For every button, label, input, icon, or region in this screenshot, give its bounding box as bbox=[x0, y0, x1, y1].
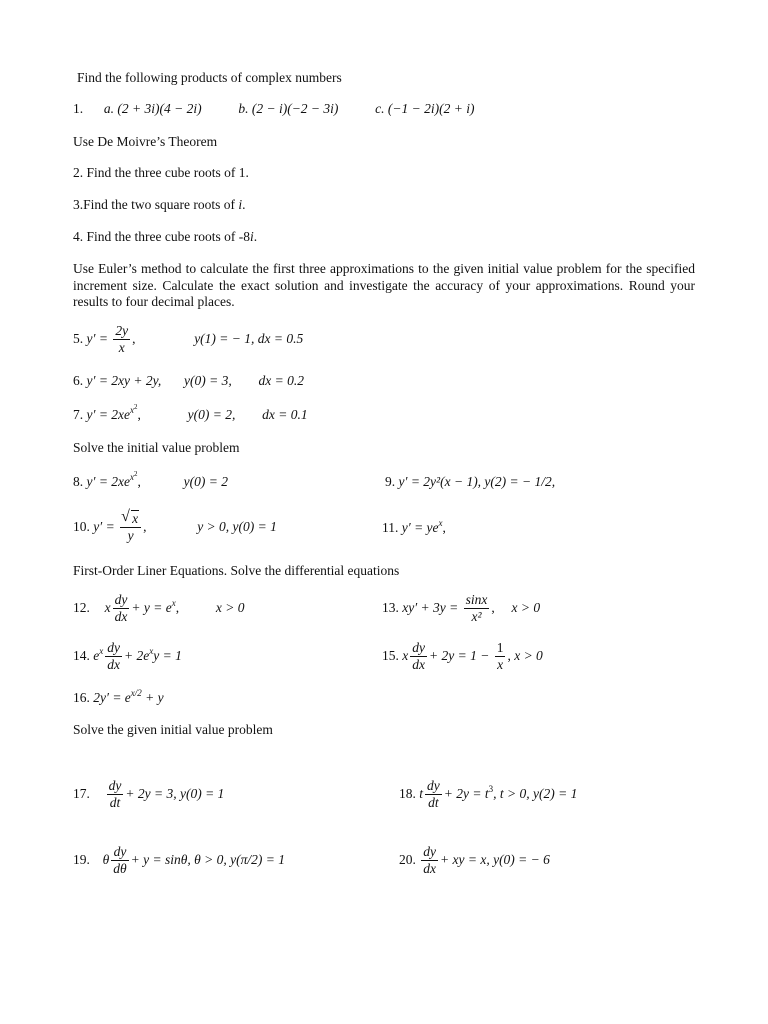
problem-8-condition: y(0) = 2 bbox=[183, 474, 229, 489]
problem-4-end: . bbox=[253, 229, 258, 244]
problem-18-numerator: dy bbox=[425, 779, 442, 795]
problem-13-number: 13. bbox=[382, 599, 399, 615]
problem-12-x: x bbox=[104, 599, 111, 615]
problem-18-rest: + 2y = t bbox=[443, 785, 489, 801]
problem-19-number: 19. bbox=[73, 851, 90, 867]
problem-1c: c. (−1 − 2i)(2 + i) bbox=[375, 101, 475, 116]
problem-13-numerator: sinx bbox=[464, 593, 490, 609]
sqrt-symbol bbox=[122, 512, 139, 526]
problem-6 bbox=[73, 373, 304, 389]
problem-18-exponent: 3 bbox=[488, 783, 494, 794]
problem-6-condition: y(0) = 3, bbox=[184, 373, 232, 388]
problem-15-numerator: dy bbox=[410, 641, 427, 657]
problem-14-rest: + 2e bbox=[124, 647, 150, 663]
problem-1 bbox=[73, 101, 474, 117]
problem-10-number: 10. bbox=[73, 518, 90, 534]
problem-17-denominator: dt bbox=[109, 795, 121, 811]
problem-3-text: 3.Find the two square roots of bbox=[73, 197, 239, 212]
problem-8 bbox=[73, 470, 229, 490]
problem-12 bbox=[73, 593, 244, 624]
problem-7-dx: dx = 0.1 bbox=[262, 407, 308, 422]
problem-20-number: 20. bbox=[399, 851, 416, 867]
problem-20-rest: + xy = x, y(0) = − 6 bbox=[440, 851, 550, 867]
heading-linear-equations: First-Order Liner Equations. Solve the differential equations bbox=[73, 563, 400, 578]
problem-14-tail: y = 1 bbox=[153, 647, 182, 663]
problem-5-lhs: y′ = bbox=[86, 330, 108, 346]
problem-15-fraction-2 bbox=[495, 641, 506, 672]
problem-5 bbox=[73, 324, 303, 355]
problem-16-exponent: x/2 bbox=[130, 688, 142, 698]
problem-11-equation: y′ = ye bbox=[401, 520, 439, 535]
problem-12-rest: + y = e bbox=[131, 599, 172, 615]
problem-18-fraction bbox=[425, 779, 442, 810]
problem-5-condition: y(1) = − 1, dx = 0.5 bbox=[194, 330, 304, 346]
problem-14 bbox=[73, 641, 182, 672]
problem-10-comma: , bbox=[143, 518, 147, 534]
exponent-power: 2 bbox=[134, 470, 138, 478]
problem-8-exponent: x2 bbox=[130, 470, 138, 482]
problem-6-equation: y′ = 2xy + 2y, bbox=[86, 373, 162, 388]
problem-15-comma: , bbox=[507, 647, 511, 663]
problem-16-equation: 2y′ = e bbox=[93, 690, 131, 705]
problem-15-numerator-2: 1 bbox=[495, 641, 506, 657]
problem-14-prefix-exponent: x bbox=[99, 645, 104, 656]
problem-8-equation: y′ = 2xe bbox=[86, 474, 131, 489]
problem-14-numerator: dy bbox=[105, 641, 122, 657]
problem-7-equation: y′ = 2xe bbox=[86, 407, 131, 422]
problem-18-number: 18. bbox=[399, 785, 416, 801]
problem-12-denominator: dx bbox=[114, 609, 128, 625]
problem-12-condition: x > 0 bbox=[215, 599, 245, 615]
problem-13-comma: , bbox=[491, 599, 495, 615]
problem-15-x: x bbox=[402, 647, 409, 663]
problem-16-tail: + y bbox=[145, 690, 164, 705]
problem-15-fraction bbox=[410, 641, 427, 672]
problem-14-rest-exponent: x bbox=[149, 645, 154, 656]
problem-5-fraction bbox=[113, 324, 130, 355]
problem-4-var: i bbox=[249, 229, 254, 244]
problem-19-rest: + y = sinθ, θ > 0, y(π/2) = 1 bbox=[130, 851, 285, 867]
problem-11-comma: , bbox=[442, 520, 446, 535]
problem-17-fraction bbox=[107, 779, 124, 810]
problem-5-denominator: x bbox=[118, 340, 125, 356]
problem-18-tail: , t > 0, y(2) = 1 bbox=[493, 785, 578, 801]
problem-4-text: 4. Find the three cube roots of -8 bbox=[73, 229, 250, 244]
problem-7-condition: y(0) = 2, bbox=[187, 407, 236, 422]
problem-17-numerator: dy bbox=[107, 779, 124, 795]
problem-18-t: t bbox=[419, 785, 424, 801]
problem-19-fraction bbox=[111, 845, 128, 876]
problem-15 bbox=[382, 641, 543, 672]
problem-15-denominator: dx bbox=[412, 657, 425, 673]
problem-16 bbox=[73, 690, 164, 706]
problem-10-fraction bbox=[120, 512, 141, 543]
problem-12-numerator: dy bbox=[113, 593, 130, 609]
heading-initial-value: Solve the initial value problem bbox=[73, 440, 240, 455]
problem-3-var: i bbox=[238, 197, 243, 212]
problem-10-numerator bbox=[120, 512, 141, 528]
problem-17-rest: + 2y = 3, y(0) = 1 bbox=[125, 785, 225, 801]
problem-17-number: 17. bbox=[73, 785, 90, 801]
problem-5-numerator: 2y bbox=[113, 324, 130, 340]
problem-6-number: 6. bbox=[73, 373, 84, 388]
heading-given-initial-value: Solve the given initial value problem bbox=[73, 722, 273, 737]
problem-10-radicand: x bbox=[132, 511, 139, 526]
problem-3-end: . bbox=[242, 197, 246, 212]
problem-5-number: 5. bbox=[73, 330, 84, 346]
problem-7-number: 7. bbox=[73, 407, 84, 422]
problem-12-number: 12. bbox=[73, 599, 90, 615]
problem-11 bbox=[382, 520, 446, 536]
problem-1b: b. (2 − i)(−2 − 3i) bbox=[238, 101, 339, 116]
problem-1-number: 1. bbox=[73, 101, 84, 116]
problem-19-denominator: dθ bbox=[113, 861, 127, 877]
problem-9-number: 9. bbox=[385, 474, 396, 489]
problem-14-denominator: dx bbox=[107, 657, 120, 673]
heading-demoivre: Use De Moivre’s Theorem bbox=[73, 134, 218, 149]
problem-10-lhs: y′ = bbox=[93, 518, 115, 534]
problem-10-condition: y > 0, y(0) = 1 bbox=[197, 518, 277, 534]
problem-14-fraction bbox=[105, 641, 122, 672]
problem-13 bbox=[382, 593, 540, 624]
problem-20 bbox=[399, 845, 550, 876]
problem-14-number: 14. bbox=[73, 647, 90, 663]
problem-10-denominator: y bbox=[127, 528, 134, 544]
problem-13-fraction bbox=[464, 593, 490, 624]
problem-20-numerator: dy bbox=[421, 845, 438, 861]
problem-8-comma: , bbox=[137, 474, 141, 489]
euler-instructions: Use Euler’s method to calculate the first three approximations to the given initial value problem for the specified increment size. Calculate the exact solution and investigate the accuracy of your approximations. Round your results to four decimal places. bbox=[73, 261, 695, 309]
problem-11-exponent: x bbox=[438, 518, 443, 528]
problem-12-exponent: x bbox=[171, 597, 176, 608]
problem-13-denominator: x² bbox=[471, 609, 482, 625]
problem-18-denominator: dt bbox=[428, 795, 439, 811]
problem-15-denominator-2: x bbox=[497, 657, 504, 673]
problem-19-numerator: dy bbox=[111, 845, 128, 861]
problem-4 bbox=[73, 229, 257, 245]
problem-15-middle: + 2y = 1 − bbox=[429, 647, 490, 663]
problem-9 bbox=[385, 474, 555, 490]
problem-7-exponent: x2 bbox=[130, 403, 138, 415]
problem-13-lhs: xy′ + 3y = bbox=[402, 599, 459, 615]
problem-13-condition: x > 0 bbox=[511, 599, 541, 615]
exponent-power: 2 bbox=[134, 403, 138, 411]
heading-complex-products: Find the following products of complex numbers bbox=[77, 70, 342, 85]
problem-18 bbox=[399, 779, 577, 810]
problem-10 bbox=[73, 512, 277, 543]
problem-15-condition: x > 0 bbox=[514, 647, 543, 663]
problem-20-fraction bbox=[421, 845, 438, 876]
problem-19 bbox=[73, 845, 285, 876]
problem-3 bbox=[73, 197, 246, 213]
problem-16-number: 16. bbox=[73, 690, 90, 705]
problem-5-comma: , bbox=[132, 330, 136, 346]
problem-8-number: 8. bbox=[73, 474, 84, 489]
problem-17 bbox=[73, 779, 224, 810]
problem-9-equation: y′ = 2y²(x − 1), y(2) = − 1/2, bbox=[398, 474, 556, 489]
problem-6-dx: dx = 0.2 bbox=[258, 373, 304, 388]
problem-12-fraction bbox=[113, 593, 130, 624]
problem-1a: a. (2 + 3i)(4 − 2i) bbox=[103, 101, 202, 116]
problem-2: 2. Find the three cube roots of 1. bbox=[73, 165, 249, 180]
problem-15-number: 15. bbox=[382, 647, 399, 663]
problem-12-comma: , bbox=[175, 599, 180, 615]
problem-14-prefix: e bbox=[93, 647, 100, 663]
problem-20-denominator: dx bbox=[423, 861, 436, 877]
problem-19-theta: θ bbox=[102, 851, 110, 867]
problem-11-number: 11. bbox=[382, 520, 399, 535]
problem-7-comma: , bbox=[137, 407, 141, 422]
problem-7 bbox=[73, 403, 308, 423]
